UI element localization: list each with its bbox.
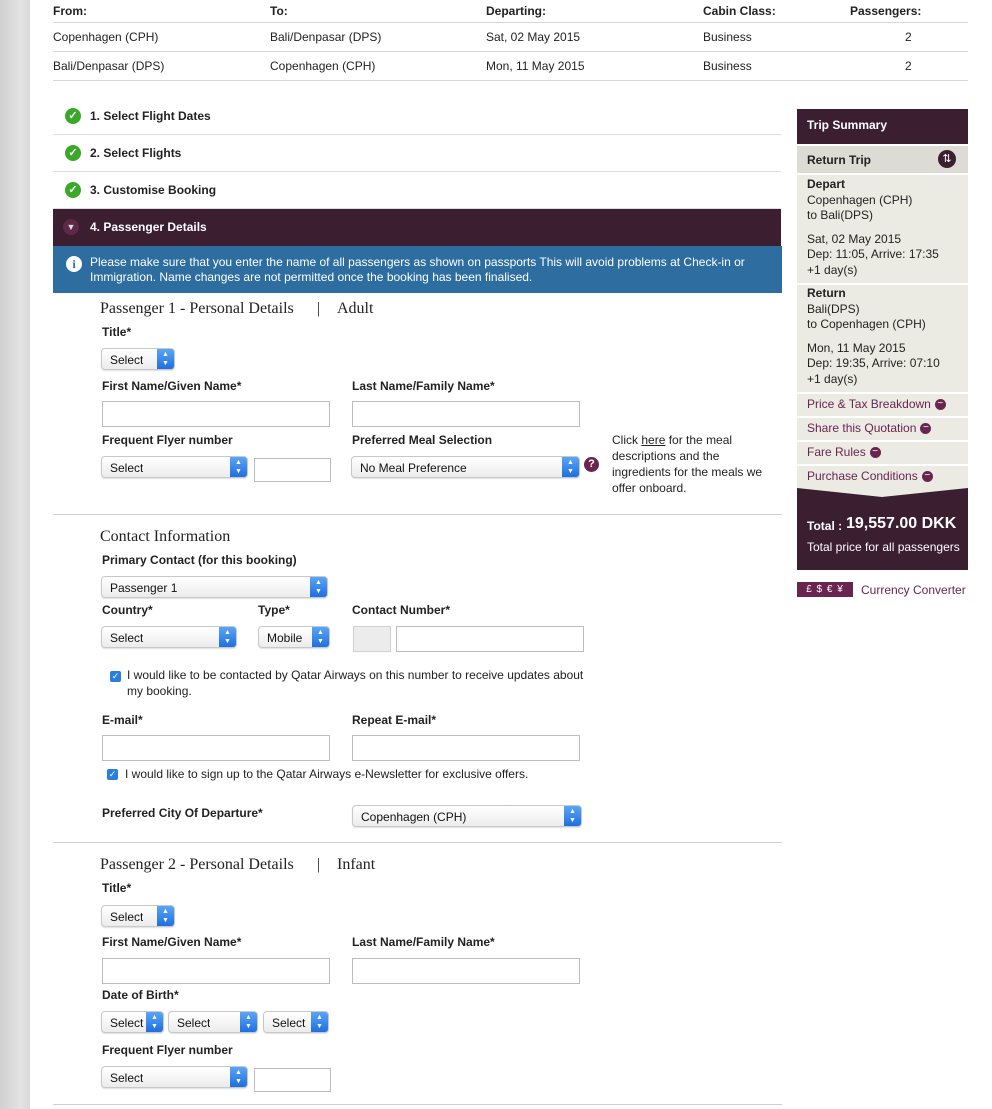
- trip-summary-header: [797, 109, 968, 144]
- contact-consent-label: I would like to be contacted by Qatar Airways on this number to receive updates about my booking.: [127, 668, 584, 698]
- return-label: Return: [807, 286, 846, 300]
- depart-times: Dep: 11:05, Arrive: 17:35: [807, 247, 939, 261]
- newsletter-label: I would like to sign up to the Qatar Airways e-Newsletter for exclusive offers.: [125, 767, 529, 781]
- chevron-updown-icon: ▲ ▼: [230, 1067, 247, 1087]
- passport-notice: [53, 246, 782, 293]
- title-separator: |: [317, 856, 321, 873]
- email-field[interactable]: [102, 735, 330, 761]
- row1-cabin: Business: [703, 30, 752, 44]
- chevron-updown-icon: ▲ ▼: [157, 349, 174, 369]
- collapse-icon: −: [920, 423, 931, 434]
- header-from: From:: [53, 4, 87, 18]
- title-separator: |: [317, 300, 321, 317]
- window-left-edge: [0, 0, 30, 1109]
- contact-consent-checkbox[interactable]: ✓: [111, 671, 120, 681]
- total-note: Total price for all passengers: [807, 540, 960, 554]
- meal-note: Click here for the meal descriptions and the ingredients for the meals we offer onboard.: [612, 433, 763, 495]
- row2-departing: Mon, 11 May 2015: [486, 59, 585, 73]
- primary-contact-select[interactable]: Passenger 1 ▲ ▼: [101, 576, 328, 598]
- first-name-field[interactable]: [102, 958, 330, 984]
- primary-contact-label: Primary Contact (for this booking): [102, 553, 297, 567]
- chevron-updown-icon: ▲ ▼: [240, 1012, 257, 1032]
- repeat-email-field[interactable]: [352, 735, 580, 761]
- chevron-down-icon: ▼: [63, 219, 79, 235]
- collapse-icon: −: [935, 399, 946, 410]
- chevron-updown-icon: ▲ ▼: [311, 1012, 328, 1032]
- chevron-updown-icon: ▲ ▼: [157, 906, 174, 926]
- step-select-flights[interactable]: [53, 135, 781, 172]
- frequent-flyer-label: Frequent Flyer number: [102, 1043, 233, 1057]
- last-name-field[interactable]: [352, 958, 580, 984]
- currency-icon: £ $ € ¥: [797, 582, 853, 597]
- return-plus-days: +1 day(s): [807, 371, 858, 386]
- depart-plus-days: +1 day(s): [807, 262, 858, 277]
- row2-to: Copenhagen (CPH): [270, 59, 376, 73]
- depart-to: to Bali(DPS): [807, 208, 874, 222]
- purchase-conditions-link[interactable]: Purchase Conditions −: [797, 466, 968, 488]
- return-block: [797, 285, 968, 392]
- collapse-icon: −: [922, 471, 933, 482]
- dob-label: Date of Birth*: [102, 988, 179, 1002]
- type-label: Type*: [258, 603, 290, 617]
- header-departing: Departing:: [486, 4, 546, 18]
- notch-decoration: [797, 488, 968, 498]
- row1-departing: Sat, 02 May 2015: [486, 30, 581, 44]
- return-times: Dep: 19:35, Arrive: 07:10: [807, 356, 940, 370]
- chevron-updown-icon: ▲ ▼: [310, 577, 327, 597]
- title-label: Title*: [102, 325, 132, 339]
- first-name-label: First Name/Given Name*: [102, 935, 242, 949]
- last-name-field[interactable]: [352, 401, 580, 427]
- step-label: 1. Select Flight Dates: [90, 109, 211, 123]
- repeat-email-label: Repeat E-mail*: [352, 713, 437, 727]
- first-name-field[interactable]: [102, 401, 330, 427]
- contact-number-field[interactable]: [396, 626, 584, 652]
- chevron-updown-icon: ▲ ▼: [230, 457, 247, 477]
- row1-from: Copenhagen (CPH): [53, 30, 159, 44]
- total-block: [797, 488, 968, 570]
- fare-rules-link[interactable]: Fare Rules −: [797, 442, 968, 464]
- passenger-2-title: Passenger 2 - Personal Details: [100, 856, 294, 873]
- dob-day-select[interactable]: Select ▲ ▼: [101, 1011, 164, 1033]
- help-icon[interactable]: ?: [584, 457, 599, 472]
- passenger-1-type: Adult: [337, 300, 374, 317]
- row1-passengers: 2: [905, 30, 912, 44]
- check-icon: ✓: [65, 182, 81, 198]
- meal-select[interactable]: No Meal Preference ▲ ▼: [351, 456, 580, 478]
- trip-type-row: [797, 146, 968, 173]
- contact-title: Contact Information: [100, 528, 231, 545]
- step-customise-booking[interactable]: [53, 172, 781, 209]
- country-label: Country*: [102, 603, 153, 617]
- trip-type: Return Trip: [807, 153, 872, 167]
- info-icon: i: [66, 256, 82, 272]
- step-select-flight-dates[interactable]: [53, 98, 781, 135]
- swap-icon: ⇅: [938, 150, 956, 168]
- share-quotation-link[interactable]: Share this Quotation −: [797, 418, 968, 440]
- frequent-flyer-select[interactable]: Select ▲ ▼: [101, 1066, 248, 1088]
- notice-text: Please make sure that you enter the name of all passengers as shown on passports This will avoid problems at Check-in or Immigration. Name changes are not permitted once the booking has been finalised.: [90, 255, 745, 284]
- last-name-label: Last Name/Family Name*: [352, 935, 495, 949]
- depart-date: Sat, 02 May 2015: [807, 231, 902, 246]
- country-code-field: [353, 626, 391, 652]
- chevron-updown-icon: ▲ ▼: [219, 627, 236, 647]
- preferred-city-label: Preferred City Of Departure*: [102, 806, 263, 820]
- meal-label: Preferred Meal Selection: [352, 433, 493, 447]
- phone-type-select[interactable]: Mobile ▲ ▼: [258, 626, 330, 648]
- check-icon: ✓: [65, 108, 81, 124]
- dob-year-select[interactable]: Select ▲ ▼: [263, 1011, 329, 1033]
- divider: [53, 1104, 782, 1105]
- depart-from: Copenhagen (CPH): [807, 192, 913, 207]
- currency-converter-label: Currency Converter: [861, 583, 966, 597]
- newsletter-checkbox[interactable]: ✓: [108, 769, 117, 779]
- frequent-flyer-select[interactable]: Select ▲ ▼: [101, 456, 248, 478]
- step-label: 3. Customise Booking: [90, 183, 217, 197]
- trip-summary-title: Trip Summary: [807, 118, 888, 132]
- step-label: 2. Select Flights: [90, 146, 182, 160]
- title-select[interactable]: Select ▲ ▼: [101, 348, 175, 370]
- divider: [53, 514, 782, 515]
- row2-passengers: 2: [905, 59, 912, 73]
- preferred-city-select[interactable]: Copenhagen (CPH) ▲ ▼: [352, 805, 582, 827]
- email-label: E-mail*: [102, 713, 143, 727]
- total-label: Total :: [807, 519, 843, 533]
- row2-cabin: Business: [703, 59, 752, 73]
- currency-converter-link[interactable]: [797, 581, 966, 599]
- title-label: Title*: [102, 881, 132, 895]
- passenger-1-title: Passenger 1 - Personal Details: [100, 300, 294, 317]
- total-value: 19,557.00 DKK: [846, 515, 957, 532]
- return-to: to Copenhagen (CPH): [807, 317, 926, 331]
- passenger-2-type: Infant: [337, 856, 376, 873]
- return-from: Bali(DPS): [807, 301, 860, 316]
- frequent-flyer-number-field[interactable]: [254, 458, 331, 482]
- dob-month-select[interactable]: Select ▲ ▼: [168, 1011, 258, 1033]
- country-select[interactable]: Select ▲ ▼: [101, 626, 237, 648]
- step-passenger-details[interactable]: [53, 209, 781, 246]
- meal-info-link[interactable]: here: [641, 433, 666, 447]
- chevron-updown-icon: ▲ ▼: [564, 806, 581, 826]
- price-tax-link[interactable]: Price & Tax Breakdown −: [797, 394, 968, 416]
- last-name-label: Last Name/Family Name*: [352, 379, 495, 393]
- chevron-updown-icon: ▲ ▼: [312, 627, 329, 647]
- row2-from: Bali/Denpasar (DPS): [53, 59, 165, 73]
- depart-block: [797, 175, 968, 283]
- first-name-label: First Name/Given Name*: [102, 379, 242, 393]
- frequent-flyer-label: Frequent Flyer number: [102, 433, 233, 447]
- check-icon: ✓: [65, 145, 81, 161]
- depart-label: Depart: [807, 177, 846, 191]
- step-label: 4. Passenger Details: [90, 220, 207, 234]
- header-passengers: Passengers:: [850, 4, 922, 18]
- divider: [53, 842, 782, 843]
- header-cabin-class: Cabin Class:: [703, 4, 776, 18]
- chevron-updown-icon: ▲ ▼: [562, 457, 579, 477]
- collapse-icon: −: [870, 447, 881, 458]
- header-to: To:: [270, 4, 288, 18]
- title-select[interactable]: Select ▲ ▼: [101, 905, 175, 927]
- contact-number-label: Contact Number*: [352, 603, 451, 617]
- frequent-flyer-number-field[interactable]: [254, 1068, 331, 1092]
- chevron-updown-icon: ▲ ▼: [146, 1012, 163, 1032]
- return-date: Mon, 11 May 2015: [807, 340, 906, 355]
- row1-to: Bali/Denpasar (DPS): [270, 30, 382, 44]
